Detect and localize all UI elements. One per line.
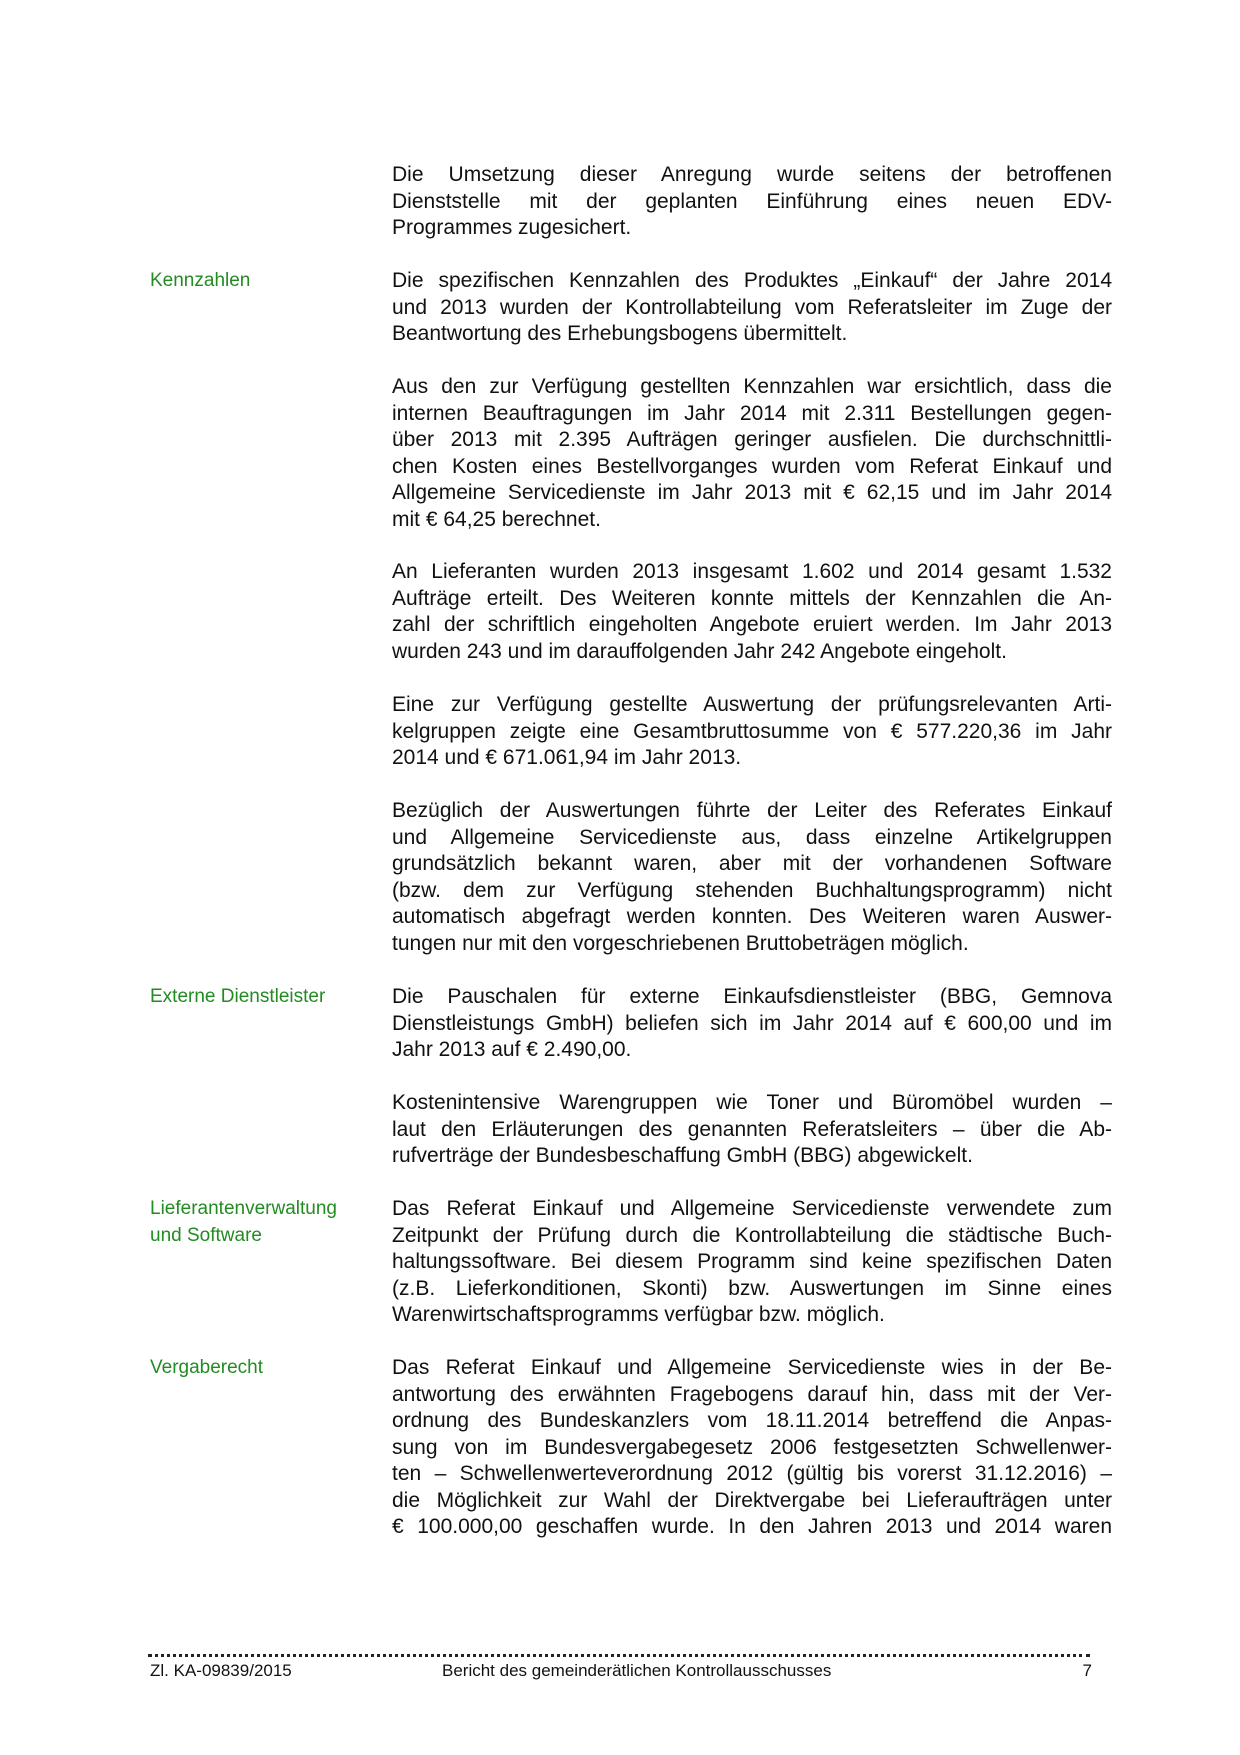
- page-number: 7: [1082, 1661, 1092, 1680]
- text-line: Die Umsetzung dieser Anregung wurde seitens der betroffenen: [392, 163, 1112, 186]
- text-line: Allgemeine Servicedienste im Jahr 2013 mit € 62,15 und im Jahr 2014: [392, 481, 1112, 504]
- margin-heading-line: Externe Dienstleister: [150, 986, 326, 1007]
- body-paragraph: [392, 559, 1112, 665]
- text-line: sung von im Bundesvergabegesetz 2006 festgesetzten Schwellenwer-: [392, 1435, 1112, 1459]
- text-line: Das Referat Einkauf und Allgemeine Servicedienste wies in der Be-: [392, 1356, 1112, 1379]
- text-line: ten – Schwellenwerteverordnung 2012 (gültig bis vorerst 31.12.2016) –: [392, 1462, 1112, 1485]
- text-line: rufverträge der Bundesbeschaffung GmbH (BBG) abgewickelt.: [392, 1144, 973, 1167]
- body-paragraph: [392, 984, 1112, 1064]
- footer-title: Bericht des gemeinderätlichen Kontrollausschusses: [442, 1661, 832, 1680]
- text-line: kelgruppen zeigte eine Gesamtbruttosumme von € 577.220,36 im Jahr: [392, 719, 1112, 743]
- body-paragraph: [392, 268, 1112, 348]
- text-line: Das Referat Einkauf und Allgemeine Servicedienste verwendete zum: [392, 1197, 1112, 1220]
- margin-heading: [150, 268, 370, 295]
- margin-heading-line: Kennzahlen: [150, 270, 251, 291]
- text-line: Jahr 2013 auf € 2.490,00.: [392, 1038, 632, 1061]
- text-line: automatisch abgefragt werden konnten. Des Weiteren waren Auswer-: [392, 905, 1112, 928]
- text-line: mit € 64,25 berechnet.: [392, 507, 601, 531]
- footer-divider: [148, 1640, 1090, 1657]
- text-line: haltungssoftware. Bei diesem Programm sind keine spezifischen Daten: [392, 1250, 1112, 1273]
- text-line: 2014 und € 671.061,94 im Jahr 2013.: [392, 746, 742, 769]
- body-paragraph: [392, 1090, 1112, 1170]
- text-line: grundsätzlich bekannt waren, aber mit der vorhandenen Software: [392, 852, 1112, 875]
- text-line: Kostenintensive Warengruppen wie Toner und Büromöbel wurden –: [392, 1091, 1112, 1114]
- text-line: An Lieferanten wurden 2013 insgesamt 1.602 und 2014 gesamt 1.532: [392, 560, 1112, 583]
- footer-reference: Zl. KA-09839/2015: [150, 1661, 292, 1680]
- margin-heading: [150, 1196, 370, 1249]
- margin-heading-line: Vergaberecht: [150, 1357, 264, 1378]
- text-line: internen Beauftragungen im Jahr 2014 mit 2.311 Bestellungen gegen-: [392, 401, 1112, 425]
- body-paragraph: [392, 1355, 1112, 1541]
- text-line: ordnung des Bundeskanzlers vom 18.11.2014 betreffend die Anpas-: [392, 1409, 1112, 1432]
- text-line: die Möglichkeit zur Wahl der Direktvergabe bei Lieferaufträgen unter: [392, 1488, 1112, 1512]
- text-line: Eine zur Verfügung gestellte Auswertung der prüfungsrelevanten Arti-: [392, 693, 1112, 716]
- text-line: € 100.000,00 geschaffen wurde. In den Jahren 2013 und 2014 waren: [392, 1515, 1112, 1538]
- margin-heading: [150, 1355, 370, 1382]
- text-line: Beantwortung des Erhebungsbogens übermittelt.: [392, 322, 848, 345]
- text-line: antwortung des erwähnten Fragebogens darauf hin, dass mit der Ver-: [392, 1382, 1112, 1406]
- body-paragraph: [392, 798, 1112, 957]
- text-line: Die spezifischen Kennzahlen des Produktes „Einkauf“ der Jahre 2014: [392, 269, 1112, 292]
- body-paragraph: [392, 374, 1112, 533]
- text-line: und 2013 wurden der Kontrollabteilung vom Referatsleiter im Zuge der: [392, 295, 1112, 319]
- text-line: Dienststelle mit der geplanten Einführung eines neuen EDV-: [392, 189, 1112, 213]
- text-line: und Allgemeine Servicedienste aus, dass einzelne Artikelgruppen: [392, 825, 1112, 849]
- text-line: Programmes zugesichert.: [392, 216, 632, 239]
- body-paragraph: [392, 1196, 1112, 1329]
- body-paragraph: [392, 162, 1112, 242]
- text-line: zahl der schriftlich eingeholten Angebote eruiert werden. Im Jahr 2013: [392, 613, 1112, 636]
- margin-heading: [150, 984, 370, 1011]
- text-line: chen Kosten eines Bestellvorganges wurden vom Referat Einkauf und: [392, 454, 1112, 478]
- text-line: Die Pauschalen für externe Einkaufsdienstleister (BBG, Gemnova: [392, 985, 1112, 1008]
- text-line: (bzw. dem zur Verfügung stehenden Buchhaltungsprogramm) nicht: [392, 878, 1112, 902]
- text-line: Aus den zur Verfügung gestellten Kennzahlen war ersichtlich, dass die: [392, 375, 1112, 398]
- text-line: Aufträge erteilt. Des Weiteren konnte mittels der Kennzahlen die An-: [392, 586, 1112, 610]
- text-line: laut den Erläuterungen des genannten Referatsleiters – über die Ab-: [392, 1117, 1112, 1141]
- margin-heading-line: und Software: [150, 1224, 262, 1246]
- text-line: Zeitpunkt der Prüfung durch die Kontrollabteilung die städtische Buch-: [392, 1223, 1112, 1247]
- text-line: Warenwirtschaftsprogramms verfügbar bzw. möglich.: [392, 1303, 885, 1326]
- text-line: (z.B. Lieferkonditionen, Skonti) bzw. Auswertungen im Sinne eines: [392, 1276, 1112, 1300]
- text-line: über 2013 mit 2.395 Aufträgen geringer ausfielen. Die durchschnittli-: [392, 428, 1112, 451]
- text-line: Dienstleistungs GmbH) beliefen sich im Jahr 2014 auf € 600,00 und im: [392, 1011, 1112, 1035]
- text-line: tungen nur mit den vorgeschriebenen Bruttobeträgen möglich.: [392, 931, 969, 955]
- text-line: Bezüglich der Auswertungen führte der Leiter des Referates Einkauf: [392, 799, 1112, 822]
- body-paragraph: [392, 692, 1112, 772]
- margin-heading-line: Lieferantenverwaltung: [150, 1198, 337, 1219]
- text-line: wurden 243 und im darauffolgenden Jahr 242 Angebote eingeholt.: [392, 639, 1007, 663]
